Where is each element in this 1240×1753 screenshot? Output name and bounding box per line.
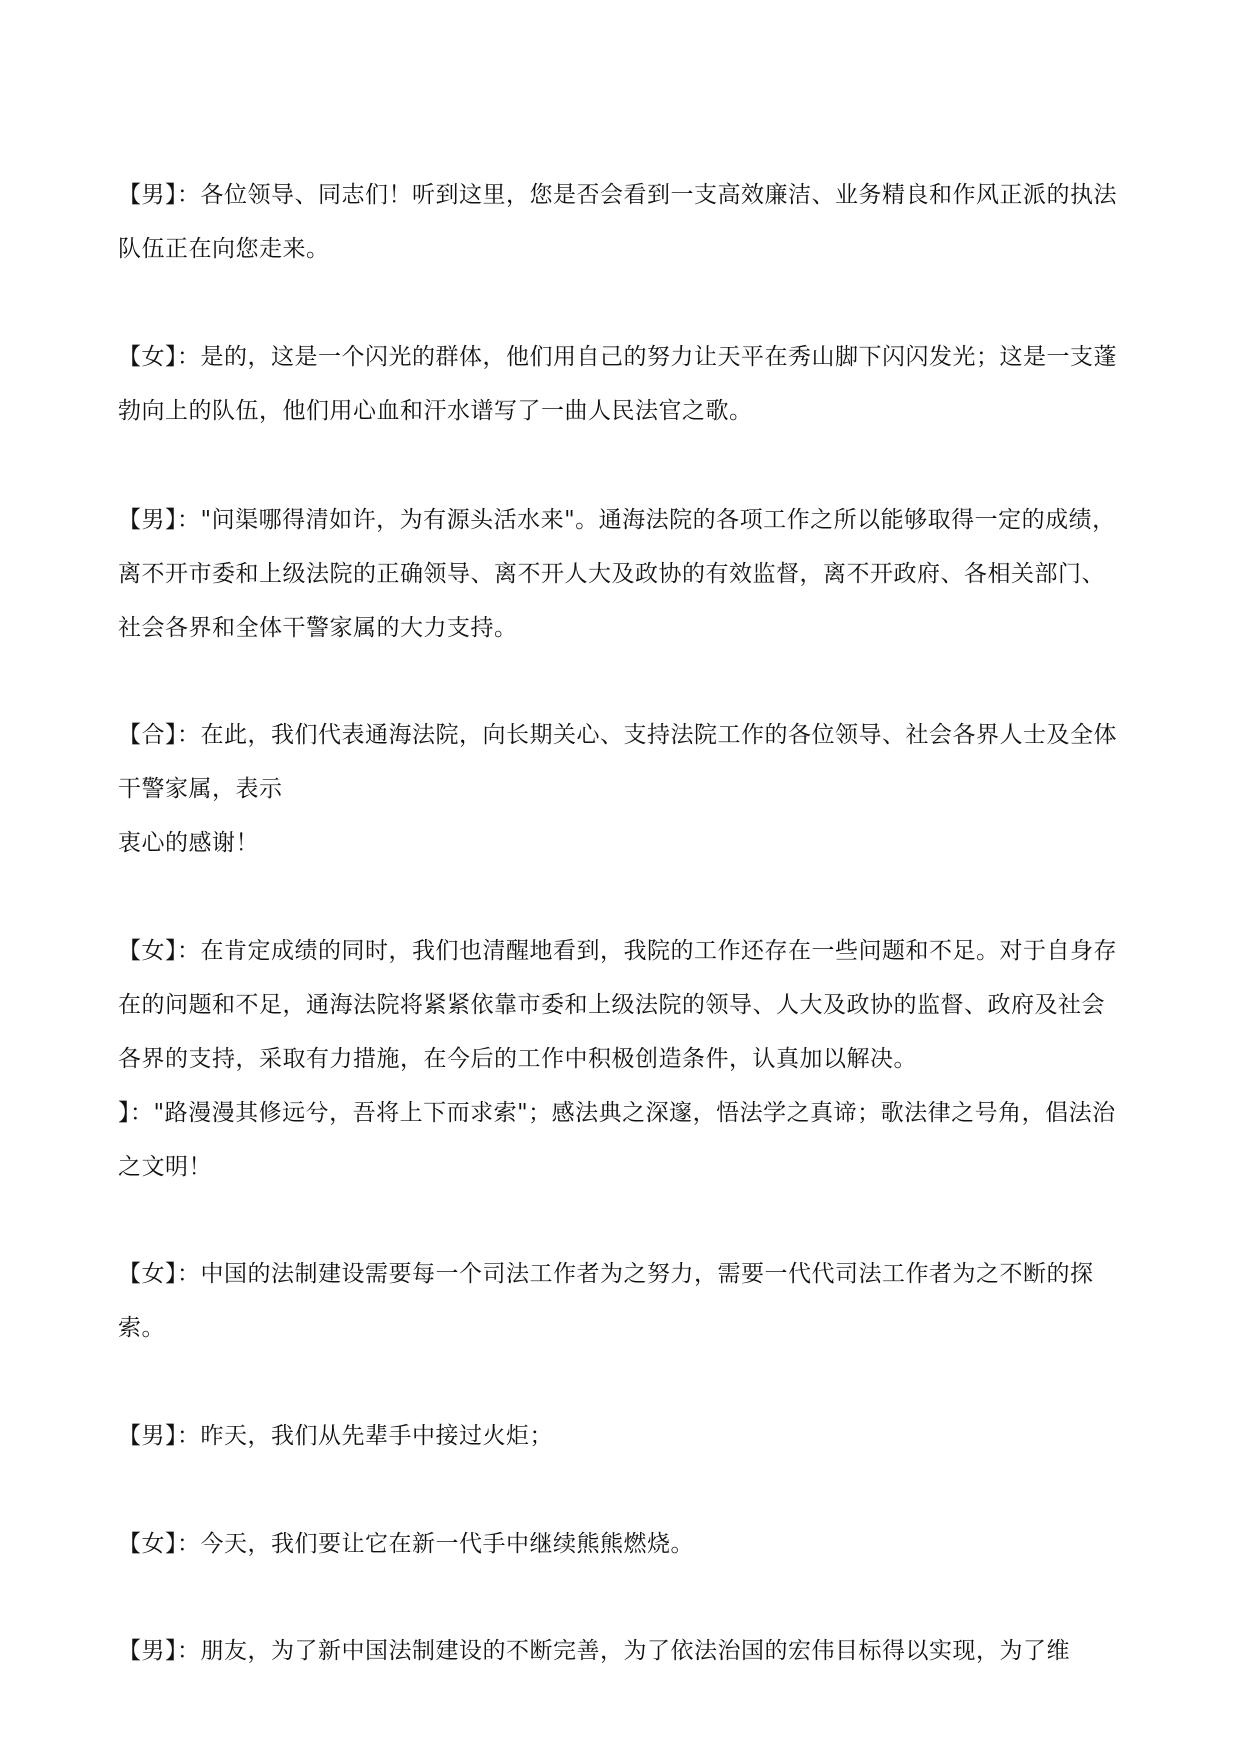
paragraph-text: ：是的，这是一个闪光的群体，他们用自己的努力让天平在秀山脚下闪闪发光；这是一支蓬勃向上的队伍，他们用心血和汗水谱写了一曲人民法官之歌。 <box>118 344 1117 424</box>
paragraph-9 <box>118 1409 1128 1463</box>
paragraph-text: ：今天，我们要让它在新一代手中继续熊熊燃烧。 <box>177 1531 694 1557</box>
speaker-label: 【男】 <box>118 182 177 208</box>
speaker-label: 【女】 <box>118 1531 177 1557</box>
paragraph-5 <box>118 816 1128 870</box>
speaker-label: 【合】 <box>118 722 177 748</box>
paragraph-text: 衷心的感谢！ <box>118 830 259 856</box>
paragraph-text: ：朋友，为了新中国法制建设的不断完善，为了依法治国的宏伟目标得以实现，为了维 <box>177 1638 1070 1664</box>
paragraph-text: ：在肯定成绩的同时，我们也清醒地看到，我院的工作还存在一些问题和不足。对于自身存在的问题和不足，通海法院将紧紧依靠市委和上级法院的领导、人大及政协的监督、政府及社会各界的支持，采取有力措施，在今后的工作中积极创造条件，认真加以解决。 <box>118 938 1117 1072</box>
paragraph-text: ："问渠哪得清如许，为有源头活水来"。通海法院的各项工作之所以能够取得一定的成绩，离不开市委和上级法院的正确领导、离不开人大及政协的有效监督，离不开政府、各相关部门、社会各界和全体干警家属的大力支持。 <box>118 507 1116 641</box>
paragraph-text: ：各位领导、同志们！听到这里，您是否会看到一支高效廉洁、业务精良和作风正派的执法队伍正在向您走来。 <box>118 182 1117 262</box>
speaker-label: 】 <box>118 1100 130 1126</box>
speaker-label: 【女】 <box>118 344 177 370</box>
speaker-label: 【女】 <box>118 938 177 964</box>
paragraph-text: ：中国的法制建设需要每一个司法工作者为之努力，需要一代代司法工作者为之不断的探索。 <box>118 1261 1094 1341</box>
paragraph-7 <box>118 1086 1128 1194</box>
paragraph-6 <box>118 924 1128 1086</box>
paragraph-10 <box>118 1517 1128 1571</box>
speaker-label: 【女】 <box>118 1261 177 1287</box>
paragraph-text: ：昨天，我们从先辈手中接过火炬； <box>177 1423 553 1449</box>
paragraph-2 <box>118 330 1128 438</box>
speaker-label: 【男】 <box>118 1638 177 1664</box>
paragraph-1 <box>118 168 1128 276</box>
paragraph-4 <box>118 708 1128 816</box>
paragraph-text: ：在此，我们代表通海法院，向长期关心、支持法院工作的各位领导、社会各界人士及全体干警家属，表示 <box>118 722 1117 802</box>
paragraph-8 <box>118 1247 1128 1355</box>
speaker-label: 【男】 <box>118 1423 177 1449</box>
paragraph-text: ："路漫漫其修远兮，吾将上下而求索"；感法典之深邃，悟法学之真谛；歌法律之号角，倡法治之文明！ <box>118 1100 1116 1180</box>
paragraph-11 <box>118 1624 1128 1678</box>
paragraph-3 <box>118 493 1128 655</box>
speaker-label: 【男】 <box>118 507 177 533</box>
